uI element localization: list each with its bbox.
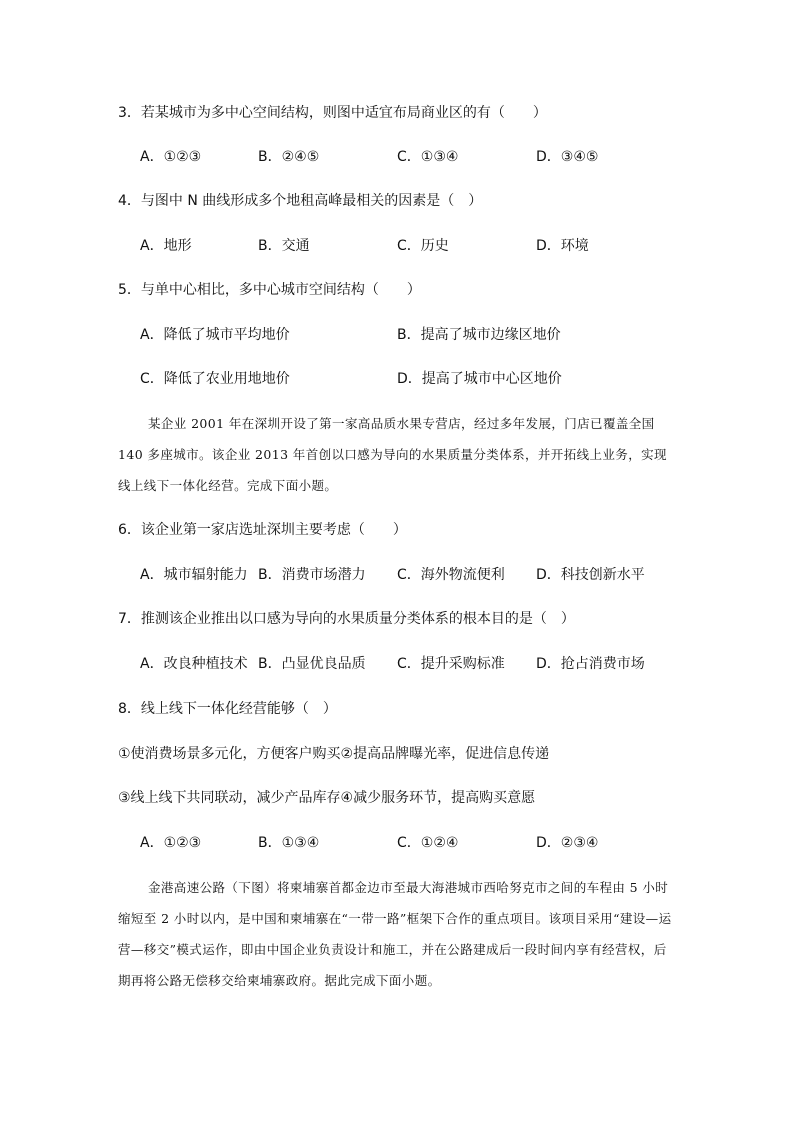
reading-passage-2 (118, 872, 678, 996)
question-7-option-d: D．抢占消费市场 (536, 656, 645, 672)
question-7-option-a: A．改良种植技术 (140, 656, 248, 672)
question-6-option-d: D．科技创新水平 (536, 567, 645, 583)
question-3-stem: 3．若某城市为多中心空间结构，则图中适宜布局商业区的有（ ） (118, 105, 547, 121)
question-8-option-d: D．②③④ (536, 835, 599, 851)
question-7-option-c: C．提升采购标准 (397, 656, 505, 672)
question-5-stem: 5．与单中心相比，多中心城市空间结构（ ） (118, 282, 421, 298)
question-3-option-a: A．①②③ (140, 149, 202, 165)
question-4-option-c: C．历史 (397, 238, 449, 254)
question-8-statement-1: ①使消费场景多元化，方便客户购买②提高品牌曝光率，促进信息传递 (118, 746, 550, 762)
question-8-option-c: C．①②④ (397, 835, 459, 851)
question-5-option-d: D．提高了城市中心区地价 (397, 371, 562, 387)
question-6-stem: 6．该企业第一家店选址深圳主要考虑（ ） (118, 522, 407, 538)
question-4-stem: 4．与图中 N 曲线形成多个地租高峰最相关的因素是（ ） (118, 193, 483, 209)
passage-2-text: 金港高速公路（下图）将柬埔寨首都金边市至最大海港城市西哈努克市之间的车程由 5 小时缩短至 2 小时以内，是中国和柬埔寨在“一带一路”框架下合作的重点项目。该项目采用“建设—运营—移交”模式运作，即由中国企业负责设计和施工，并在公路建成后一段时间内享有经营权，后期再将公路无偿移交给柬埔寨政府。据此完成下面小题。 (118, 880, 672, 988)
question-4-option-a: A．地形 (140, 238, 192, 254)
question-6-option-a: A．城市辐射能力 (140, 567, 248, 583)
question-3-option-d: D．③④⑤ (536, 149, 599, 165)
question-5-option-b: B．提高了城市边缘区地价 (397, 327, 561, 343)
question-5-option-a: A．降低了城市平均地价 (140, 327, 290, 343)
passage-1-text: 某企业 2001 年在深圳开设了第一家高品质水果专营店，经过多年发展，门店已覆盖全国 140 多座城市。该企业 2013 年首创以口感为导向的水果质量分类体系，并开拓线上业务，实现线上线下一体化经营。完成下面小题。 (118, 416, 667, 493)
question-7-stem: 7．推测该企业推出以口感为导向的水果质量分类体系的根本目的是（ ） (118, 611, 575, 627)
question-4-option-b: B．交通 (258, 238, 310, 254)
question-8-statement-2: ③线上线下共同联动，减少产品库存④减少服务环节，提高购买意愿 (118, 790, 536, 806)
question-8-stem: 8．线上线下一体化经营能够（ ） (118, 701, 337, 717)
question-3-option-b: B．②④⑤ (258, 149, 320, 165)
question-6-option-c: C．海外物流便利 (397, 567, 505, 583)
question-6-option-b: B．消费市场潜力 (258, 567, 366, 583)
question-7-option-b: B．凸显优良品质 (258, 656, 366, 672)
question-3-option-c: C．①③④ (397, 149, 459, 165)
question-4-option-d: D．环境 (536, 238, 589, 254)
question-8-option-b: B．①③④ (258, 835, 320, 851)
question-5-option-c: C．降低了农业用地地价 (140, 371, 290, 387)
reading-passage-1 (118, 408, 678, 501)
question-8-option-a: A．①②③ (140, 835, 202, 851)
